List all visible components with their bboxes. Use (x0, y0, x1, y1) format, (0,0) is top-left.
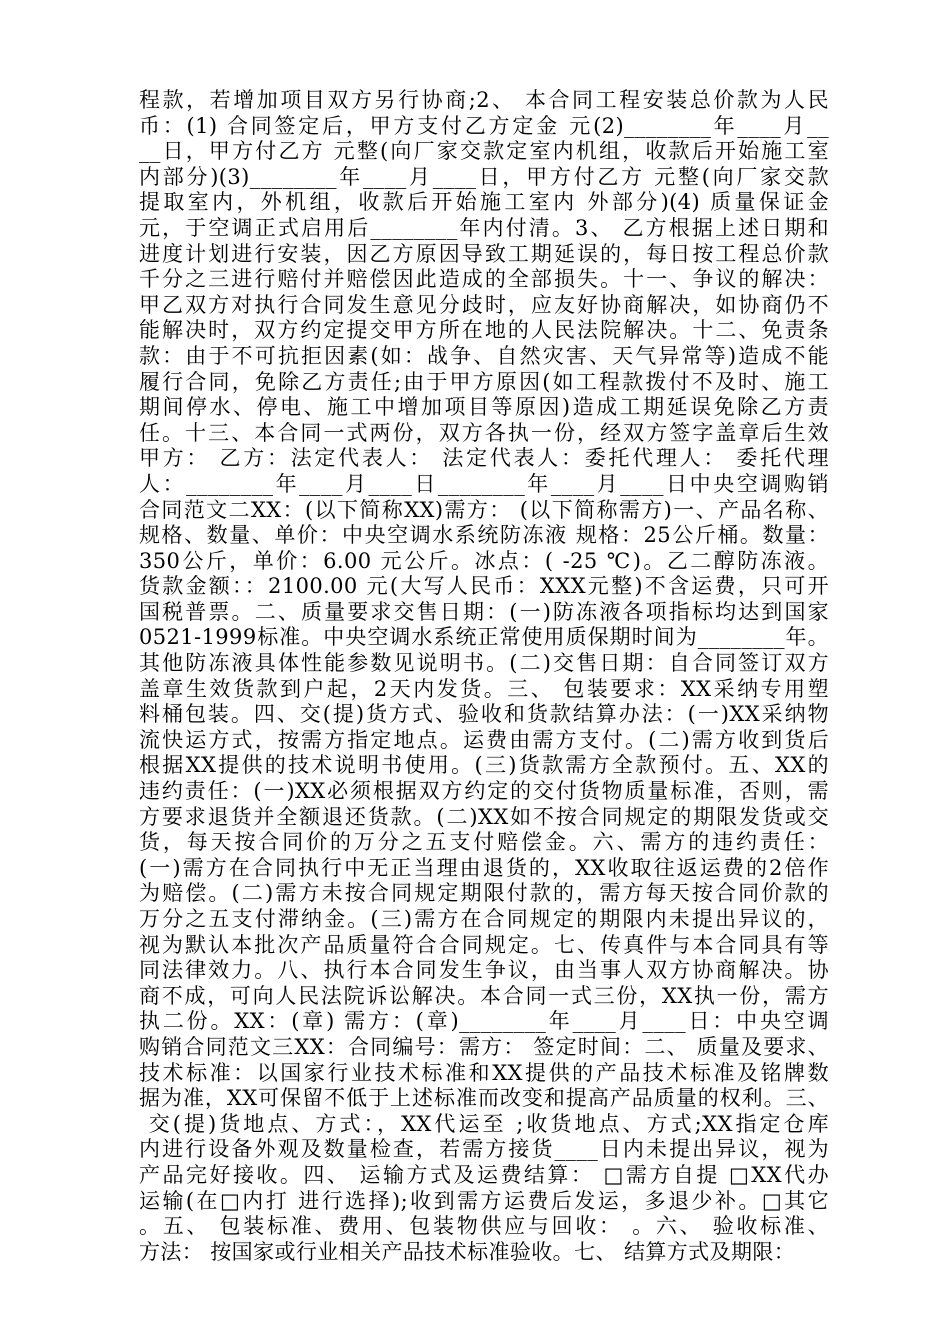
text-line: 款：由于不可抗拒因素(如：战争、自然灾害、天气异常等)造成不能 (139, 343, 829, 368)
text-line: 期间停水、停电、施工中增加项目等原因)造成工期延误免除乙方责 (139, 395, 829, 420)
text-line: 程款，若增加项目双方另行协商;2、 本合同工程安装总价款为人民 (139, 88, 829, 112)
text-line: 甲方： 乙方：法定代表人： 法定代表人：委托代理人： 委托代理 (139, 446, 829, 471)
text-line: 盖章生效货款到户起，2天内发货。三、 包装要求：XX采纳专用塑 (139, 676, 829, 701)
text-line: 千分之三进行赔付并赔偿因此造成的全部损失。十一、争议的解决： (139, 267, 829, 292)
text-line: 技术标准：以国家行业技术标准和XX提供的产品技术标准及铭牌数 (139, 1060, 829, 1085)
text-line: 甲乙双方对执行合同发生意见分歧时，应友好协商解决，如协商仍不 (139, 292, 829, 317)
text-line: 。五、 包装标准、费用、包装物供应与回收： 。六、 验收标准、 (139, 1214, 829, 1239)
text-line: 流快运方式，按需方指定地点。运费由需方支付。(二)需方收到货后 (139, 727, 829, 752)
text-line: 元，于空调正式启用后________年内付清。3、 乙方根据上述日期和 (139, 215, 829, 240)
text-line: 0521-1999标准。中央空调水系统正常使用质保期时间为________年。 (139, 625, 829, 650)
text-line: 商不成，可向人民法院诉讼解决。本合同一式三份，XX执一份，需方 (139, 983, 829, 1008)
text-line: (一)需方在合同执行中无正当理由退货的，XX收取往返运费的2倍作 (139, 855, 829, 880)
text-line: 货，每天按合同价的万分之五支付赔偿金。六、需方的违约责任： (139, 830, 829, 855)
text-line: 进度计划进行安装，因乙方原因导致工期延误的，每日按工程总价款 (139, 241, 829, 266)
text-line: 币：(1) 合同签定后，甲方支付乙方定金 元(2)________年____月__ (139, 113, 829, 138)
text-line: 为赔偿。(二)需方未按合同规定期限付款的，需方每天按合同价款的 (139, 881, 829, 906)
text-line: 交(提)货地点、方式：，XX代运至 ;收货地点、方式;XX指定仓库 (139, 1111, 829, 1136)
text-line: 视为默认本批次产品质量符合合同规定。七、传真件与本合同具有等 (139, 932, 829, 957)
text-line: 执二份。XX：(章) 需方：(章)________年____月____日：中央空调 (139, 1009, 829, 1034)
text-line: 同法律效力。八、执行本合同发生争议，由当事人双方协商解决。协 (139, 958, 829, 983)
text-line: 内进行设备外观及数量检查，若需方接货____日内未提出异议，视为 (139, 1137, 829, 1162)
text-line: 规格、数量、单价：中央空调水系统防冻液 规格：25公斤桶。数量： (139, 523, 829, 548)
text-line: 料桶包装。四、交(提)货方式、验收和货款结算办法：(一)XX采纳物 (139, 702, 829, 727)
text-line: 其他防冻液具体性能参数见说明书。(二)交售日期：自合同签订双方 (139, 651, 829, 676)
text-line: 合同范文二XX：(以下简称XX)需方： (以下简称需方)一、产品名称、 (139, 497, 829, 522)
text-line: 违约责任：(一)XX必须根据双方约定的交付货物质量标准，否则，需 (139, 779, 829, 804)
text-line: 根据XX提供的技术说明书使用。(三)货款需方全款预付。五、XX的 (139, 753, 829, 778)
text-line: 货款金额：：2100.00 元(大写人民币：XXX元整)不含运费，只可开 (139, 574, 829, 599)
text-line: 人：________年____月____日________年____月____日中央空调购销 (139, 471, 829, 496)
text-line: 任。十三、本合同一式两份，双方各执一份，经双方签字盖章后生效 (139, 420, 829, 445)
text-line: 据为准，XX可保留不低于上述标准而改变和提高产品质量的权利。三、 (139, 1086, 829, 1111)
text-line: 国税普票。二、质量要求交售日期：(一)防冻液各项指标均达到国家 (139, 599, 829, 624)
contract-text-body (139, 88, 829, 1265)
text-line: 履行合同，免除乙方责任;由于甲方原因(如工程款拨付不及时、施工 (139, 369, 829, 394)
text-line: 方法： 按国家或行业相关产品技术标准验收。七、 结算方式及期限： (139, 1239, 796, 1264)
text-line: 350公斤，单价：6.00 元公斤。冰点：( -25 ℃)。乙二醇防冻液。 (139, 548, 829, 573)
text-line: 购销合同范文三XX：合同编号：需方： 签定时间：二、 质量及要求、 (139, 1034, 829, 1059)
text-line: 能解决时，双方约定提交甲方所在地的人民法院解决。十二、免责条 (139, 318, 829, 343)
text-line: 方要求退货并全额退还货款。(二)XX如不按合同规定的期限发货或交 (139, 804, 829, 829)
text-line: 运输(在□内打 进行选择);收到需方运费后发运，多退少补。□其它 (139, 1188, 829, 1213)
text-line: 产品完好接收。四、 运输方式及运费结算： □需方自提 □XX代办 (139, 1162, 829, 1187)
text-line: 内部分)(3)________年____月____日，甲方付乙方 元整(向厂家交款 (139, 164, 829, 189)
text-line: __日，甲方付乙方 元整(向厂家交款定室内机组，收款后开始施工室 (139, 139, 829, 164)
text-line: 万分之五支付滞纳金。(三)需方在合同规定的期限内未提出异议的， (139, 907, 829, 931)
text-line: 提取室内，外机组，收款后开始施工室内 外部分)(4) 质量保证金 (139, 190, 829, 215)
